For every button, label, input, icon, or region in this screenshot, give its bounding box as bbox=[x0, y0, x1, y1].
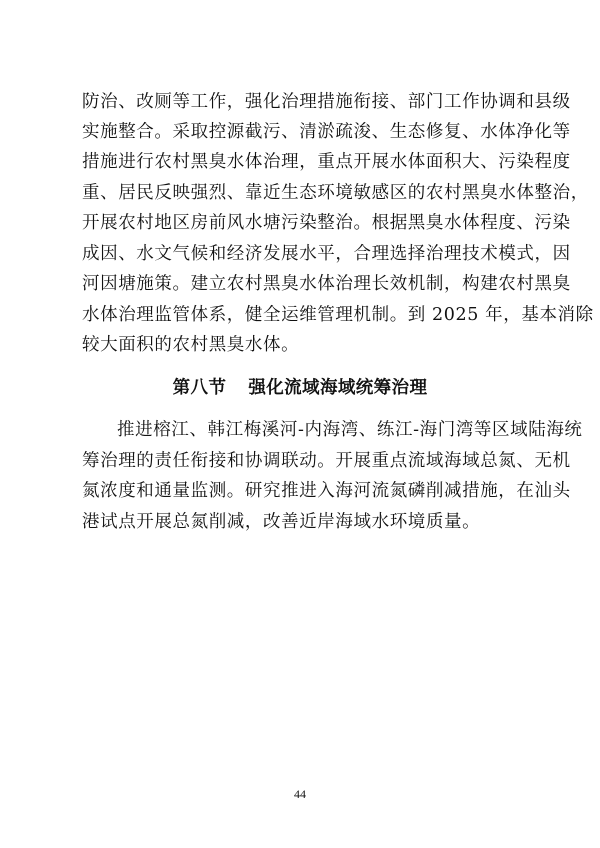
paragraph-line: 推进榕江、韩江梅溪河-内海湾、练江-海门湾等区域陆海统 bbox=[117, 420, 583, 440]
paragraph-line: 水体治理监管体系，健全运维管理机制。到 2025 年，基本消除 bbox=[82, 305, 594, 325]
paragraph-line: 实施整合。采取控源截污、清淤疏浚、生态修复、水体净化等 bbox=[82, 122, 571, 142]
paragraph-line: 防治、改厕等工作，强化治理措施衔接、部门工作协调和县级 bbox=[82, 92, 571, 112]
paragraph-line: 较大面积的农村黑臭水体。 bbox=[82, 335, 300, 355]
paragraph-line: 重、居民反映强烈、靠近生态环境敏感区的农村黑臭水体整治， bbox=[82, 183, 589, 203]
section-number: 第八节 bbox=[172, 378, 227, 398]
section-title: 强化流域海域统筹治理 bbox=[248, 378, 428, 398]
page-number: 44 bbox=[294, 787, 306, 801]
paragraph-line: 成因、水文气候和经济发展水平，合理选择治理技术模式，因 bbox=[82, 244, 571, 264]
paragraph-line: 港试点开展总氮削减，改善近岸海域水环境质量。 bbox=[82, 512, 481, 532]
paragraph-line: 氮浓度和通量监测。研究推进入海河流氮磷削减措施，在汕头 bbox=[82, 481, 571, 501]
paragraph-line: 措施进行农村黑臭水体治理，重点开展水体面积大、污染程度 bbox=[82, 152, 571, 172]
section-heading bbox=[0, 378, 600, 398]
paragraph-line: 开展农村地区房前风水塘污染整治。根据黑臭水体程度、污染 bbox=[82, 213, 571, 233]
paragraph-line: 河因塘施策。建立农村黑臭水体治理长效机制，构建农村黑臭 bbox=[82, 274, 571, 294]
paragraph-line: 筹治理的责任衔接和协调联动。开展重点流域海域总氮、无机 bbox=[82, 451, 571, 471]
